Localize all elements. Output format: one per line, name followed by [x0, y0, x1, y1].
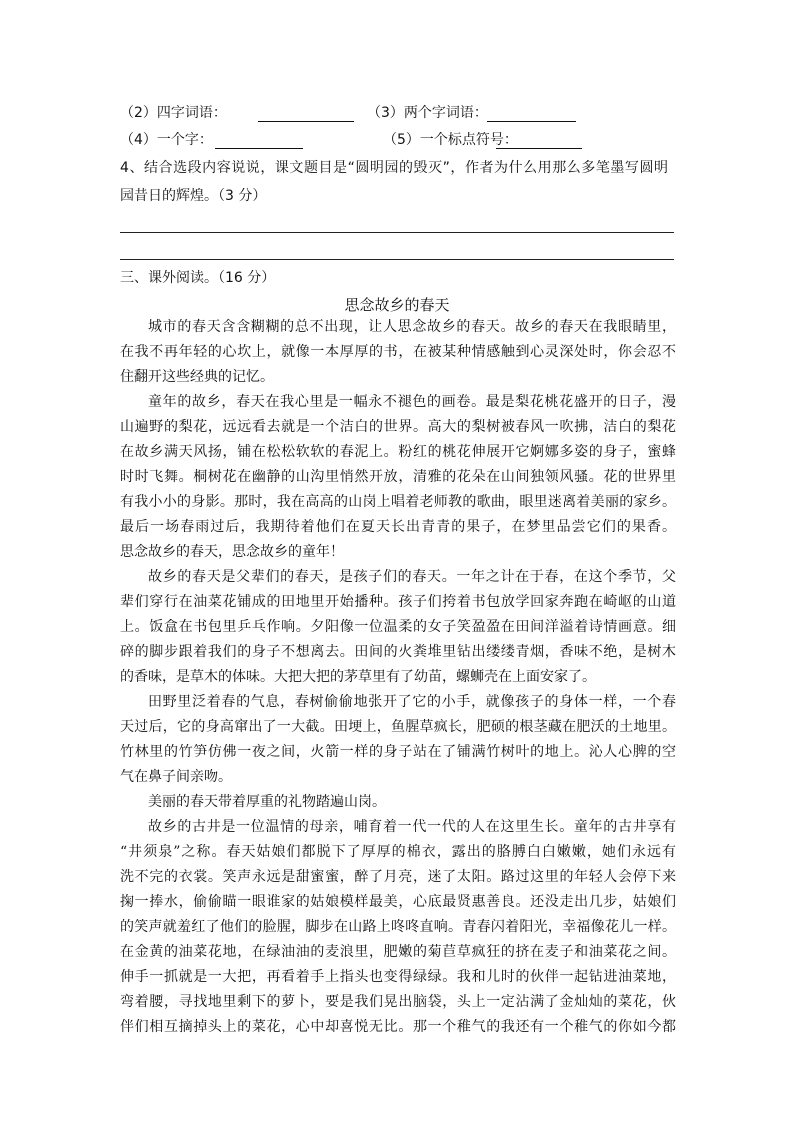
- paragraph: [120, 315, 676, 390]
- paragraph: [120, 790, 676, 815]
- text-line: 竹林里的竹笋仿佛一夜之间，火箭一样的身子站在了铺满竹树叶的地上。沁人心脾的空: [120, 744, 676, 760]
- answer-blank: [496, 133, 582, 149]
- text-line: 故乡的古井是一位温情的母亲，哺育着一代一代的人在这里生长。童年的古井享有: [148, 819, 676, 835]
- text-line: 的笑声就羞红了他们的脸腥，脚步在山路上咚咚直响。青春闪着阳光，幸福像花儿一样。: [120, 919, 676, 935]
- text-line: 的香味，是草木的体味。大把大把的茅草里有了幼苗，螺蛳壳在上面安家了。: [120, 669, 596, 685]
- text-line: “井须泉”之称。春天姑娘们都脱下了厚厚的棉衣，露出的胳膊白白嫩嫩，她们永远有: [120, 844, 676, 860]
- paragraph: [120, 815, 676, 1040]
- answer-blank: [487, 106, 576, 122]
- text-line: 山遍野的梨花，远远看去就是一个洁白的世界。高大的梨树被春风一吹拂，洁白的梨花: [120, 419, 676, 435]
- sub-item-2-label: （2）四字词语：: [120, 105, 227, 121]
- section-heading: 三、课外阅读。（16 分）: [120, 270, 276, 286]
- answer-line: [120, 259, 674, 260]
- sub-item-4-label: （4）一个字：: [120, 132, 213, 148]
- text-line: 弯着腰，寻找地里剩下的萝卜，要是我们晃出脑袋，头上一定沾满了金灿灿的菜花，伙: [120, 994, 676, 1010]
- text-line: 伴们相互摘掉头上的菜花，心中却喜悦无比。那一个稚气的我还有一个稚气的你如今都: [120, 1019, 676, 1035]
- text-line: 田野里泛着春的气息，春树偷偷地张开了它的小手，就像孩子的身体一样，一个春: [148, 694, 676, 710]
- text-line: 住翻开这些经典的记忆。: [120, 369, 274, 385]
- answer-line: [120, 232, 674, 233]
- text-line: 美丽的春天带着厚重的礼物踏遍山岗。: [148, 794, 386, 810]
- text-line: 碎的脚步跟着我们的身子不想离去。田间的火粪堆里钻出缕缕青烟，香味不绝，是树木: [120, 644, 676, 660]
- text-line: 有我小小的身影。那时，我在高高的山岗上唱着老师教的歌曲，眼里迷离着美丽的家乡。: [120, 494, 676, 510]
- text-line: 童年的故乡，春天在我心里是一幅永不褪色的画卷。最是梨花桃花盛开的日子，漫: [148, 394, 676, 410]
- text-line: 洗不完的衣裳。笑声永远是甜蜜蜜，醉了月亮，迷了太阳。路过这里的年轻人会停下来: [120, 869, 676, 885]
- text-line: 天过后，它的身高窜出了一大截。田埂上，鱼腥草疯长，肥硕的根茎藏在肥沃的土地里。: [120, 719, 676, 735]
- paragraph: [120, 390, 676, 565]
- text-line: 故乡的春天是父辈们的春天，是孩子们的春天。一年之计在于春，在这个季节，父: [148, 569, 676, 585]
- passage-title: 思念故乡的春天: [344, 296, 450, 314]
- text-line: 思念故乡的春天，思念故乡的童年！: [120, 544, 344, 560]
- text-line: 在金黄的油菜花地，在绿油油的麦浪里，肥嫩的菊苣草疯狂的挤在麦子和油菜花之间。: [120, 944, 676, 960]
- text-line: 辈们穿行在油菜花铺成的田地里开始播种。孩子们挎着书包放学回家奔跑在崎岖的山道: [120, 594, 676, 610]
- text-line: 在我不再年轻的心坎上，就像一本厚厚的书，在被某种情感触到心灵深处时，你会忍不: [120, 344, 676, 360]
- sub-item-3-label: （3）两个字词语：: [367, 105, 488, 121]
- text-line: 最后一场春雨过后，我期待着他们在夏天长出青青的果子，在梦里品尝它们的果香。: [120, 519, 676, 535]
- text-line: 上。饭盒在书包里乒乓作响。夕阳像一位温柔的女子笑盈盈在田间洋溢着诗情画意。细: [120, 619, 676, 635]
- paragraph: [120, 565, 676, 690]
- answer-blank: [215, 133, 303, 149]
- text-line: 气在鼻子间亲吻。: [120, 769, 232, 785]
- text-line: 城市的春天含含糊糊的总不出现，让人思念故乡的春天。故乡的春天在我眼睛里，: [148, 319, 676, 335]
- passage-body: [120, 315, 676, 1040]
- text-line: 在故乡满天风扬，铺在松松软软的春泥上。粉红的桃花伸展开它婀娜多姿的身子，蜜蜂: [120, 444, 676, 460]
- question-4-text: 4、结合选段内容说说，课文题目是“圆明园的毁灭”，作者为什么用那么多笔墨写圆明: [120, 160, 668, 176]
- text-line: 掬一捧水，偷偷瞄一眼谁家的姑娘模样最美，心底最贤惠善良。还没走出几步，姑娘们: [120, 894, 676, 910]
- sub-item-5-label: （5）一个标点符号：: [383, 132, 518, 148]
- text-line: 伸手一抓就是一大把，再看着手上指头也变得绿绿。我和儿时的伙伴一起钻进油菜地，: [120, 969, 676, 985]
- paragraph: [120, 690, 676, 790]
- question-4-text: 园昔日的辉煌。（3 分）: [120, 188, 267, 204]
- answer-blank: [258, 106, 354, 122]
- text-line: 时时飞舞。桐树花在幽静的山沟里悄然开放，清雅的花朵在山间独领风骚。花的世界里: [120, 469, 676, 485]
